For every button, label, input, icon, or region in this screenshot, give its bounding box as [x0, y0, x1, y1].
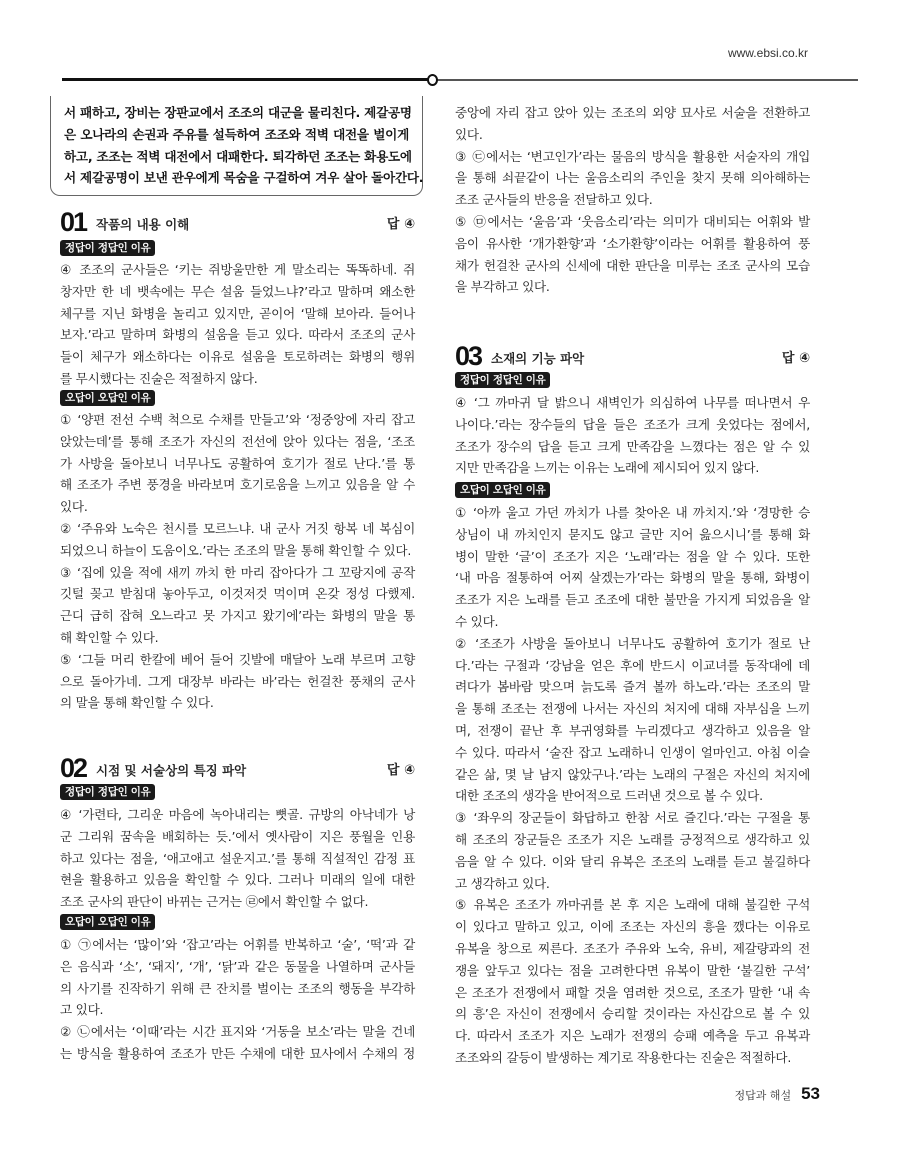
- text-line: 다. 따라서 조조가 지은 노래가 전쟁의 승패 예측을 두고 유복과: [455, 1028, 810, 1044]
- q03-correct-explanation: [455, 392, 810, 479]
- question-answer: 답 ④: [386, 763, 415, 778]
- text-line: ② ‘조조가 사방을 돌아보니 너무나도 공활하여 호기가 절로 난: [455, 635, 810, 651]
- text-line: 조조가 장수의 답을 듣고 크게 만족감을 느꼈다는 점은 알 수 있: [455, 438, 810, 454]
- text-line: 깃털 꽂고 받침대 놓아두고, 이것저것 먹이며 온갖 정성 다했제.: [60, 586, 415, 602]
- text-line: 은 오나라의 손권과 주유를 설득하여 조조와 적벽 대전을 벌이게: [64, 126, 409, 142]
- text-line: 현을 활용하고 있음을 확인할 수 있다. 그러나 미래의 일에 대한: [60, 872, 415, 888]
- paragraph: [455, 146, 810, 211]
- paragraph: [60, 1021, 415, 1065]
- paragraph: [60, 259, 415, 390]
- paragraph: [60, 518, 415, 562]
- question-02-header: [60, 752, 415, 783]
- correct-reason-badge: 정답이 정답인 이유: [60, 784, 155, 800]
- header-rule-left: [62, 78, 428, 81]
- text-line: 이 있다고 말하고 있고, 이에 조조는 자신의 흥을 깼다는 이유로: [455, 919, 810, 935]
- text-line: ④ ‘그 까마귀 달 밝으니 새벽인가 의심하여 나무를 떠나면서 우: [455, 395, 810, 410]
- text-line: 의 말을 통해 확인할 수 있다.: [60, 695, 214, 711]
- text-line: 수 있다.: [455, 613, 499, 629]
- text-line: 서 패하고, 장비는 장판교에서 조조의 대군을 물리친다. 제갈공명: [64, 105, 412, 120]
- text-line: 서 제갈공명이 보낸 관우에게 목숨을 구걸하여 겨우 살아 돌아간다.: [64, 170, 424, 186]
- text-line: 조조가 지은 노래를 듣고 조조에 대한 불만을 가지게 되었음을 알: [455, 592, 810, 608]
- text-line: 을 통해 쇠끝같이 나는 울음소리의 주인을 찾지 못해 의아해하는: [455, 170, 810, 186]
- text-line: 유복을 창으로 찌른다. 조조가 주유와 노숙, 유비, 제갈량과의 전: [455, 940, 810, 956]
- header-rule-right: [436, 79, 858, 81]
- paragraph: [60, 804, 415, 913]
- question-title: 작품의 내용 이해: [96, 217, 190, 232]
- text-line: ② ‘주유와 노숙은 천시를 모르느냐. 내 군사 거짓 항복 네 복심이: [60, 520, 415, 536]
- text-line: 대한 조조의 생각을 반어적으로 드러낸 것으로 볼 수 있다.: [455, 788, 763, 804]
- summary-box: [50, 96, 423, 196]
- text-line: 하고, 조조는 적벽 대전에서 대패한다. 퇴각하던 조조는 화용도에: [64, 148, 412, 164]
- q02-correct-explanation: [60, 804, 415, 913]
- text-line: ⑤ ㉤에서는 ‘울음’과 ‘웃음소리’라는 의미가 대비되는 어휘와 발: [455, 213, 810, 229]
- text-line: 음이 유사한 ‘개가환향’과 ‘소가환향’이라는 어휘를 활용하여 풍: [455, 235, 810, 251]
- correct-reason-badge: 정답이 정답인 이유: [455, 372, 550, 388]
- question-number: 02: [60, 753, 87, 783]
- question-title: 시점 및 서술상의 특징 파악: [96, 763, 247, 778]
- text-line: ⑤ ‘그들 머리 한칼에 베어 들어 깃발에 매달아 노래 부르며 고향: [60, 651, 415, 667]
- text-line: ① ‘아까 울고 가던 까치가 나를 찾아온 내 까치지.’와 ‘경망한 승: [455, 505, 810, 520]
- text-line: 있다.: [60, 499, 88, 515]
- text-line: 을 부각하고 있다.: [455, 279, 550, 295]
- text-line: 의 흥’은 자신이 전쟁에서 승리할 것이라는 자신감으로 볼 수 있: [455, 1006, 810, 1022]
- text-line: ① ㉠에서는 ‘많이’와 ‘잡고’라는 어휘를 반복하고 ‘술’, ‘떡’과 같: [60, 937, 415, 952]
- text-line: 조조와의 갈등이 발생하는 계기로 작용한다는 진술은 적절하다.: [455, 1049, 792, 1065]
- text-line: 채가 헌걸찬 군사의 신세에 대한 판단을 미루는 조조 군사의 모습: [455, 257, 810, 273]
- paragraph: [455, 211, 810, 298]
- question-03-header: [455, 340, 810, 371]
- paragraph: [64, 102, 424, 189]
- text-line: 수 있다. 따라서 ‘술잔 잡고 노래하니 인생이 얼마인고. 아침 이슬: [455, 744, 810, 760]
- text-line: 을 통해 조조는 전쟁에 나서는 자신의 처지에 대해 자부심을 느끼: [455, 701, 810, 717]
- correct-reason-badge: 정답이 정답인 이유: [60, 240, 155, 256]
- text-line: 려다가 봄바람 맞으며 늙도록 즐겨 볼까 하노라.’라는 조조의 말: [455, 679, 810, 695]
- text-line: 은 음식과 ‘소’, ‘돼지’, ‘개’, ‘닭’과 같은 동물을 나열하며 군사들: [60, 958, 415, 974]
- question-answer: 답 ④: [781, 351, 810, 366]
- text-line: 군 그리워 꿈속을 배회하는 듯.’에서 옛사람이 지은 풍월을 인용: [60, 828, 415, 844]
- q01-wrong-explanation: [60, 409, 415, 714]
- header-rule-dot: [427, 74, 438, 86]
- paragraph: [455, 807, 810, 894]
- text-line: ② ㉡에서는 ‘이때’라는 시간 표지와 ‘거동을 보소’라는 말을 건네: [60, 1024, 415, 1040]
- q03-wrong-explanation: [455, 502, 810, 1069]
- text-line: 되었으니 하늘이 도움이오.’라는 조조의 말을 통해 확인할 수 있다.: [60, 542, 412, 558]
- q02-wrong-explanation-part2: [455, 102, 810, 298]
- text-line: 들이 체구가 왜소하다는 이유로 설움을 토로하려는 화병의 행위: [60, 349, 415, 365]
- text-line: 의 사기를 진작하기 위해 큰 잔치를 벌이는 조조의 행동을 부각하: [60, 980, 415, 996]
- question-number: 03: [455, 341, 482, 371]
- paragraph: [60, 562, 415, 649]
- q01-correct-explanation: [60, 259, 415, 390]
- text-line: 고 생각하고 있다.: [455, 875, 550, 891]
- text-line: 를 무시했다는 진술은 적절하지 않다.: [60, 370, 258, 386]
- text-line: ④ ‘가련타, 그리운 마음에 녹아내리는 뼛골. 규방의 아낙네가 낭: [60, 807, 415, 822]
- text-line: ① ‘양편 전선 수백 척으로 수채를 만들고’와 ‘정중앙에 자리 잡고: [60, 412, 415, 427]
- page-number: 53: [801, 1084, 820, 1103]
- question-title: 소재의 기능 파악: [491, 351, 585, 366]
- footer-label: 정답과 해설: [734, 1089, 792, 1102]
- paragraph: [60, 934, 415, 1021]
- text-line: 해 조조의 장군들은 조조가 지은 노래를 긍정적으로 생각하고 있: [455, 831, 810, 847]
- page-footer: [734, 1084, 820, 1104]
- text-line: 고 있다.: [60, 1002, 104, 1018]
- text-line: 다.’라는 구절과 ‘강남을 얻은 후에 반드시 이교녀를 동작대에 데: [455, 657, 810, 673]
- text-line: 조조 군사들의 반응을 전달하고 있다.: [455, 192, 653, 208]
- text-line: ‘내 마음 절통하여 어찌 살겠는가’라는 화병의 말을 통해, 화병이: [455, 570, 810, 586]
- website-url: www.ebsi.co.kr: [727, 46, 808, 60]
- text-line: 쟁을 앞두고 있다는 점을 고려한다면 유복이 말한 ‘불길한 구석’: [455, 962, 810, 978]
- text-line: 지만 만족감을 느끼는 이유는 노래에 제시되어 있지 않다.: [455, 460, 760, 476]
- question-number: 01: [60, 207, 87, 237]
- text-line: 해 조조가 주변 풍경을 바라보며 호기로움을 느끼고 있음을 알 수: [60, 477, 415, 493]
- text-line: 근디 급히 잡혀 오느라고 못 가지고 왔기에’라는 화병의 말을 통: [60, 608, 415, 624]
- paragraph: [455, 894, 810, 1068]
- paragraph: [60, 649, 415, 714]
- text-line: 가 사방을 돌아보니 너무나도 공활하여 호기가 절로 난다.’를 통: [60, 455, 415, 471]
- text-line: 해 확인할 수 있다.: [60, 629, 159, 645]
- wrong-reason-badge: 오답이 오답인 이유: [60, 390, 155, 406]
- text-line: 있다.: [455, 126, 483, 142]
- text-line: 앉았는데’를 통해 조조가 자신의 전선에 앉아 있다는 점을, ‘조조: [60, 433, 415, 449]
- q02-wrong-explanation-part1: [60, 934, 415, 1065]
- paragraph: [455, 392, 810, 479]
- text-line: 하고 있다는 점을, ‘애고애고 설운지고.’를 통해 직설적인 감정 표: [60, 850, 415, 866]
- paragraph: [455, 502, 810, 633]
- text-line: 같은 삶, 몇 날 남지 않았구나.’라는 노래의 구절은 자신의 처지에: [455, 766, 810, 782]
- text-line: 음을 알 수 있다. 이와 달리 유복은 조조의 노래를 듣고 불길하다: [455, 853, 810, 869]
- question-answer: 답 ④: [386, 217, 415, 232]
- wrong-reason-badge: 오답이 오답인 이유: [455, 482, 550, 498]
- text-line: 는 방식을 활용하여 조조가 만든 수채에 대한 묘사에서 수채의 정: [60, 1045, 415, 1061]
- text-line: 병이 말한 ‘글’이 조조가 지은 ‘노래’라는 점을 알 수 있다. 또한: [455, 548, 810, 564]
- text-line: 보자.’라고 말하며 화병의 설움을 듣고 있다. 따라서 조조의 군사: [60, 327, 415, 343]
- question-01-header: [60, 206, 415, 237]
- summary-text: [64, 102, 424, 189]
- text-line: 조조 군사의 판단이 바뀌는 근거는 ㉣에서 확인할 수 없다.: [60, 894, 369, 910]
- text-line: ④ 조조의 군사들은 ‘키는 쥐방울만한 게 말소리는 똑똑하네. 쥐: [60, 262, 415, 277]
- paragraph: [60, 409, 415, 518]
- paragraph: [455, 102, 810, 146]
- text-line: ③ ㉢에서는 ‘변고인가’라는 물음의 방식을 활용한 서술자의 개입: [455, 148, 810, 164]
- text-line: ⑤ 유복은 조조가 까마귀를 본 후 지은 노래에 대해 불길한 구석: [455, 897, 810, 913]
- paragraph: [455, 633, 810, 807]
- text-line: 며, 전쟁이 끝난 후 부귀영화를 누리겠다고 생각하고 있음을 알: [455, 722, 810, 738]
- text-line: 창자만 한 네 뱃속에는 무슨 설움 들었느냐?’라고 말하며 왜소한: [60, 283, 415, 299]
- text-line: 상님이 내 까치인지 묻지도 않고 글만 지어 읊으시니’를 통해 화: [455, 526, 810, 542]
- text-line: 중앙에 자리 잡고 앉아 있는 조조의 외양 묘사로 서술을 전환하고: [455, 105, 810, 120]
- text-line: 은 조조가 전쟁에서 패할 것을 염려한 것으로, 조조가 말한 ‘내 속: [455, 984, 810, 1000]
- text-line: 나이다.’라는 장수들의 답을 들은 조조가 크게 웃었다는 점에서,: [455, 416, 810, 432]
- text-line: 으로 돌아가네. 그게 대장부 바라는 바’라는 헌걸찬 풍채의 군사: [60, 673, 415, 689]
- text-line: ③ ‘집에 있을 적에 새끼 까치 한 마리 잡아다가 그 꼬랑지에 공작: [60, 564, 415, 580]
- text-line: 체구를 지닌 화병을 놀리고 있지만, 곧이어 ‘말해 보아라. 들어나: [60, 305, 415, 321]
- text-line: ③ ‘좌우의 장군들이 화답하고 한참 서로 즐긴다.’라는 구절을 통: [455, 810, 810, 826]
- wrong-reason-badge: 오답이 오답인 이유: [60, 914, 155, 930]
